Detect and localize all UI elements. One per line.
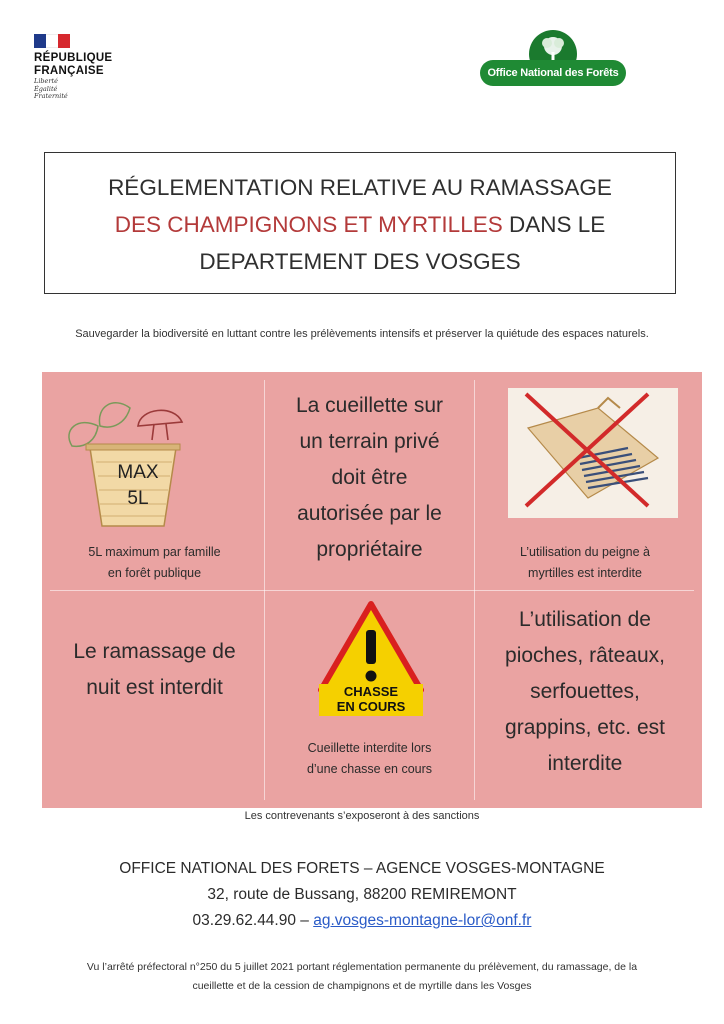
title-highlight: DES CHAMPIGNONS ET MYRTILLES <box>114 212 503 237</box>
tools-line: interdite <box>547 752 623 775</box>
basket-caption-2: en forêt publique <box>107 566 202 580</box>
private-line: un terrain privé <box>299 430 440 453</box>
title-line-2 <box>45 206 675 243</box>
title-line-3: DEPARTEMENT DES VOSGES <box>199 249 521 274</box>
title-line-2-rest: DANS LE <box>502 212 606 237</box>
comb-caption-2: myrtilles est interdite <box>528 566 642 580</box>
phone-number: 03.29.62.44.90 – <box>192 912 314 929</box>
private-line: propriétaire <box>316 538 423 561</box>
tools-line: pioches, râteaux, <box>505 644 665 667</box>
hunt-caption-1: Cueillette interdite lors <box>307 741 432 755</box>
tools-line: serfouettes, <box>530 680 640 703</box>
republique-francaise-logo <box>34 34 144 101</box>
basket-label-max: MAX <box>117 462 159 483</box>
rule-hunt <box>267 598 472 803</box>
rules-panel <box>42 372 702 808</box>
private-line: La cueillette sur <box>295 394 444 417</box>
title-box <box>44 152 676 294</box>
hunt-sign <box>319 684 423 714</box>
night-line-2: nuit est interdit <box>86 676 223 699</box>
basket-caption-1: 5L maximum par famille <box>88 545 221 559</box>
tools-line: grappins, etc. est <box>505 716 665 739</box>
rule-comb <box>478 382 692 587</box>
comb-caption-1: L’utilisation du peigne à <box>520 545 650 559</box>
private-line: doit être <box>331 466 408 489</box>
agency-address: 32, route de Bussang, 88200 REMIREMONT <box>207 886 517 903</box>
rf-motto-2: Égalité <box>34 84 58 93</box>
divider <box>50 590 694 591</box>
decree-line-2: cueillette et de la cession de champignons et de myrtille dans les Vosges <box>192 980 532 992</box>
rf-line1: RÉPUBLIQUE <box>34 52 113 64</box>
hunt-caption-2: d’une chasse en cours <box>306 762 433 776</box>
email-link[interactable]: ag.vosges-montagne-lor@onf.fr <box>313 912 532 929</box>
subtitle: Sauvegarder la biodiversité en luttant contre les prélèvements intensifs et préserver la quiétude des espaces naturels. <box>75 328 649 340</box>
rf-line2: FRANÇAISE <box>34 65 104 77</box>
rule-tools <box>478 602 692 782</box>
basket-label-5l: 5L <box>127 488 149 509</box>
rule-night <box>52 634 257 706</box>
decree-note <box>20 958 704 996</box>
blueberry-comb-crossed-icon <box>508 388 678 518</box>
contact-block <box>0 856 724 934</box>
night-line-1: Le ramassage de <box>73 640 236 663</box>
agency-name: OFFICE NATIONAL DES FORETS – AGENCE VOSGES-MONTAGNE <box>119 860 605 877</box>
onf-name: Office National des Forêts <box>480 60 626 86</box>
private-line: autorisée par le <box>297 502 442 525</box>
hunt-sign-line-2: EN COURS <box>336 699 406 714</box>
hunt-sign-line-1: CHASSE <box>343 684 399 699</box>
onf-logo <box>478 30 628 94</box>
decree-line-1: Vu l’arrêté préfectoral n°250 du 5 juillet 2021 portant réglementation permanente du prélèvement, du ramassage, de la <box>86 961 638 973</box>
tools-line: L’utilisation de <box>519 608 651 631</box>
rf-motto-3: Fraternité <box>34 92 68 100</box>
rule-private-land <box>267 388 472 568</box>
rule-basket <box>52 386 257 586</box>
contact-line <box>0 908 724 934</box>
rf-motto-1: Liberté <box>34 77 58 85</box>
sanctions-note: Les contrevenants s’exposeront à des sanctions <box>244 810 480 822</box>
french-flag-icon <box>34 34 70 48</box>
title-line-1: RÉGLEMENTATION RELATIVE AU RAMASSAGE <box>108 175 612 200</box>
